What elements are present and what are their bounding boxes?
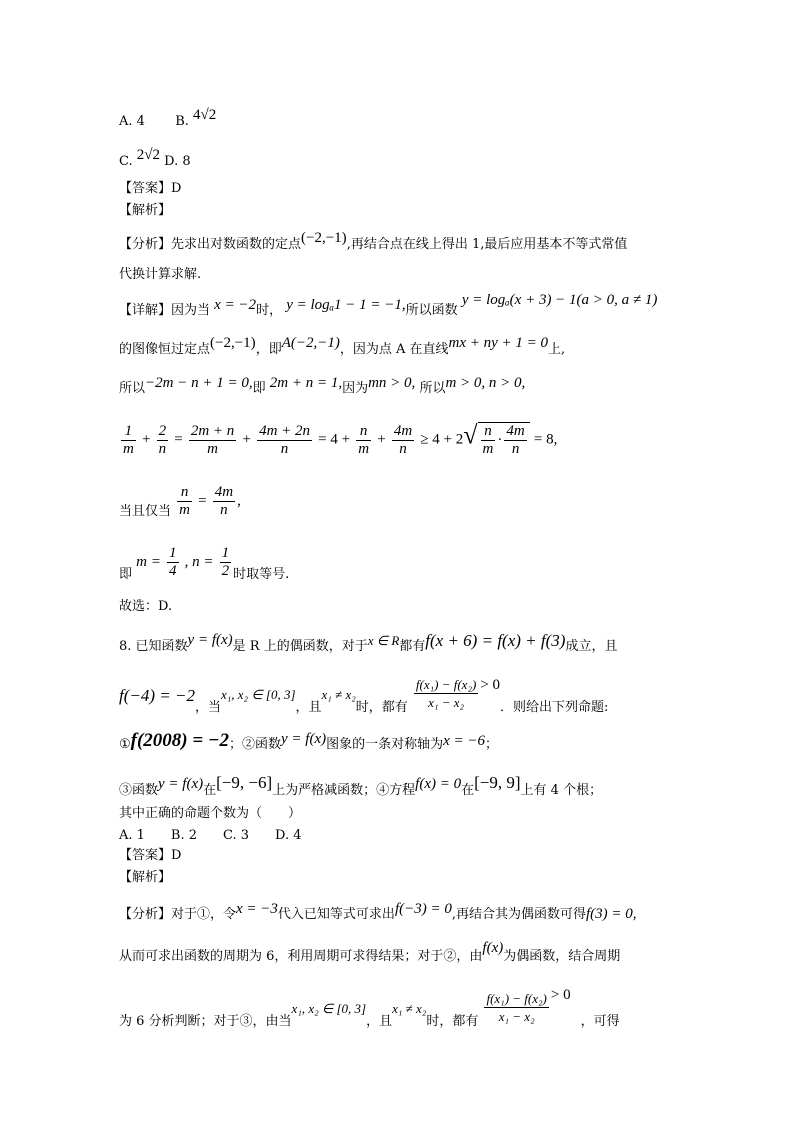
text: 上,	[548, 342, 566, 357]
fraction: $\frac{4m}{n}$	[506, 423, 525, 457]
text: ，可得	[580, 1014, 620, 1029]
math: m =	[136, 554, 161, 570]
comma: ,	[237, 493, 241, 509]
q8-props-line1	[119, 730, 499, 753]
math: f(x + 6) = f(x) + f(3)	[425, 631, 566, 650]
text: 图象的一条对称轴为	[326, 737, 444, 752]
q7-analysis-line1	[119, 230, 628, 253]
q7-answer: 【答案】D	[119, 181, 182, 196]
plus: +	[242, 431, 251, 448]
option-b-value: 4√2	[193, 107, 217, 123]
dot: ·	[497, 432, 503, 448]
q7-detail-line1	[119, 292, 658, 319]
option-c-value: 2√2	[136, 147, 160, 163]
math: , n =	[184, 554, 214, 570]
fraction: $\frac{\text{f(x₁) − f(x₂)}}{\text{x₁ − x₂}}$	[486, 991, 547, 1024]
q8-analysis-line1	[119, 901, 637, 923]
q7-choose: 故选：D.	[119, 599, 173, 614]
math: y = f(x)	[281, 731, 327, 747]
text: 因为	[342, 381, 369, 396]
q8-props-line2	[119, 773, 603, 799]
q7-detail-line2	[119, 335, 566, 358]
text: 在	[203, 783, 217, 798]
fraction: $\frac{n}{m}$	[358, 422, 370, 457]
fraction: $\frac{2m + n}{m}$	[190, 422, 235, 457]
math: mx + ny + 1 = 0	[448, 335, 549, 351]
q7-inequality	[119, 422, 557, 458]
circled-1: ①	[119, 737, 131, 752]
equals: = 4 +	[318, 431, 351, 448]
gt: > 0	[480, 677, 501, 693]
text: ，且	[366, 1014, 393, 1029]
math: y = logₐ1 − 1 = −1,	[286, 297, 406, 313]
text: 为偶函数，结合周期	[503, 949, 621, 964]
q8-question: 其中正确的命题个数为（ ）	[119, 806, 302, 821]
equals: =	[174, 431, 183, 448]
math: x = −2	[214, 297, 257, 313]
radicand	[478, 422, 530, 458]
option-b-label: B.	[175, 114, 189, 129]
fraction: $\frac{1}{m}$	[123, 422, 134, 457]
equals: = 8,	[533, 431, 558, 448]
math: y = f(x)	[187, 632, 233, 648]
math: x = −3	[236, 901, 278, 917]
math: f(2008) = −2	[130, 730, 229, 751]
q8-analysis-line2	[119, 940, 621, 965]
math: x₁, x₂ ∈ [0, 3]	[291, 1001, 367, 1016]
math: f(3) = 0,	[585, 906, 637, 922]
option-d: D. 8	[164, 154, 191, 169]
text: ．则给出下列命题:	[500, 700, 609, 715]
math: [−9, 9]	[474, 773, 521, 792]
math: m > 0, n > 0,	[445, 375, 526, 391]
math: 2m + n = 1,	[269, 375, 343, 391]
text: 【分析】对于①，令	[119, 907, 237, 922]
math: x = −6	[443, 733, 486, 749]
math: x ∈ R	[367, 633, 400, 648]
gt: > 0	[550, 987, 571, 1003]
math: mn > 0,	[368, 375, 416, 391]
equals: =	[198, 493, 207, 509]
q8-analysis-heading: 【解析】	[119, 870, 172, 885]
text: 都有	[399, 639, 426, 654]
text: 为 6 分析判断；对于③，由当	[119, 1014, 292, 1029]
option-c-label: C.	[119, 154, 133, 169]
fraction: $\frac{2}{n}$	[158, 422, 167, 457]
text: ；	[485, 737, 499, 752]
text: 8. 已知函数	[119, 639, 188, 654]
radical-sign: √	[463, 420, 478, 450]
fraction: $\frac{1}{2}$	[221, 545, 230, 579]
q8-analysis-line3	[119, 987, 620, 1039]
text: 在	[461, 783, 475, 798]
math: f(−4) = −2	[119, 686, 195, 705]
text: 当且仅当	[119, 504, 172, 519]
plus: +	[377, 431, 386, 448]
text: 上有 4 个根；	[520, 783, 603, 798]
q7-options-ab	[119, 107, 217, 130]
text: ③函数	[119, 783, 159, 798]
text: 所以函数	[405, 303, 458, 318]
math: [−9, −6]	[216, 773, 273, 792]
text: 代入已知等式可求出	[277, 907, 395, 922]
fraction: $\frac{4m}{n}$	[214, 484, 234, 518]
math: x₁ ≠ x₂	[321, 687, 356, 702]
fraction: $\frac{4m + 2n}{n}$	[259, 422, 311, 457]
q7-analysis-heading: 【解析】	[119, 203, 172, 218]
text: ；②函数	[228, 737, 281, 752]
option-a: A. 4	[119, 114, 145, 129]
text: 所以	[419, 381, 446, 396]
text: 时取等号.	[233, 567, 290, 582]
geq: ≥ 4 + 2	[420, 431, 464, 448]
q7-options-cd	[119, 147, 191, 170]
math: f(x) = 0	[415, 776, 462, 792]
text: 【详解】因为当	[119, 303, 211, 318]
q7-equality-case	[119, 545, 289, 580]
q8-line2	[119, 677, 609, 717]
text: ,再结合点在线上得出 1,最后应用基本不等式常值	[346, 237, 628, 252]
math: A(−2,−1)	[281, 335, 340, 351]
text: 上为严格减函数；④方程	[272, 783, 416, 798]
q8-answer: 【答案】D	[119, 848, 182, 863]
text: 成立，且	[565, 639, 618, 654]
q8-line1	[119, 631, 618, 655]
q7-analysis-line2: 代换计算求解.	[119, 267, 202, 282]
q7-only-when	[119, 484, 241, 519]
fraction: $\frac{4m}{n}$	[393, 422, 413, 457]
text: 时，都有	[426, 1014, 479, 1029]
q7-detail-line3	[119, 375, 526, 397]
fraction: $\frac{\text{f(x₁) − f(x₂)}}{\text{x₁ − x₂}}$	[415, 677, 477, 710]
text: ，当	[194, 700, 221, 715]
math: (−2,−1)	[210, 335, 256, 351]
text: 所以	[119, 381, 146, 396]
text: 是 R 上的偶函数，对于	[232, 639, 368, 654]
fraction: $\frac{n}{m}$	[179, 484, 190, 518]
text: ，即	[255, 342, 282, 357]
math: −2m − n + 1 = 0,	[145, 375, 253, 391]
fraction: $\frac{n}{m}$	[482, 423, 494, 457]
text: ,再结合其为偶函数可得	[451, 907, 586, 922]
text: 即	[252, 381, 266, 396]
math: x₁ ≠ x₂	[392, 1001, 427, 1016]
text: ，因为点 A 在直线	[339, 342, 449, 357]
math: y = f(x)	[158, 776, 204, 792]
text: 即	[119, 567, 133, 582]
text: 的图像恒过定点	[119, 342, 211, 357]
text: 时，都有	[355, 700, 408, 715]
plus: +	[141, 431, 151, 448]
text: 从而可求出函数的周期为 6，利用周期可求得结果；对于②，由	[119, 949, 483, 964]
text: 时，	[256, 303, 283, 318]
fixed-point: (−2,−1)	[301, 230, 347, 246]
math: y = logₐ(x + 3) − 1(a > 0, a ≠ 1)	[461, 292, 658, 308]
math: f(x)	[482, 940, 504, 956]
text: ，且	[295, 700, 322, 715]
math: f(−3) = 0	[394, 901, 452, 917]
fraction: $\frac{1}{4}$	[169, 545, 177, 579]
math: x₁, x₂ ∈ [0, 3]	[220, 687, 296, 702]
q8-options: A. 1 B. 2 C. 3 D. 4	[119, 828, 302, 843]
text: 【分析】先求出对数函数的定点	[119, 237, 302, 252]
